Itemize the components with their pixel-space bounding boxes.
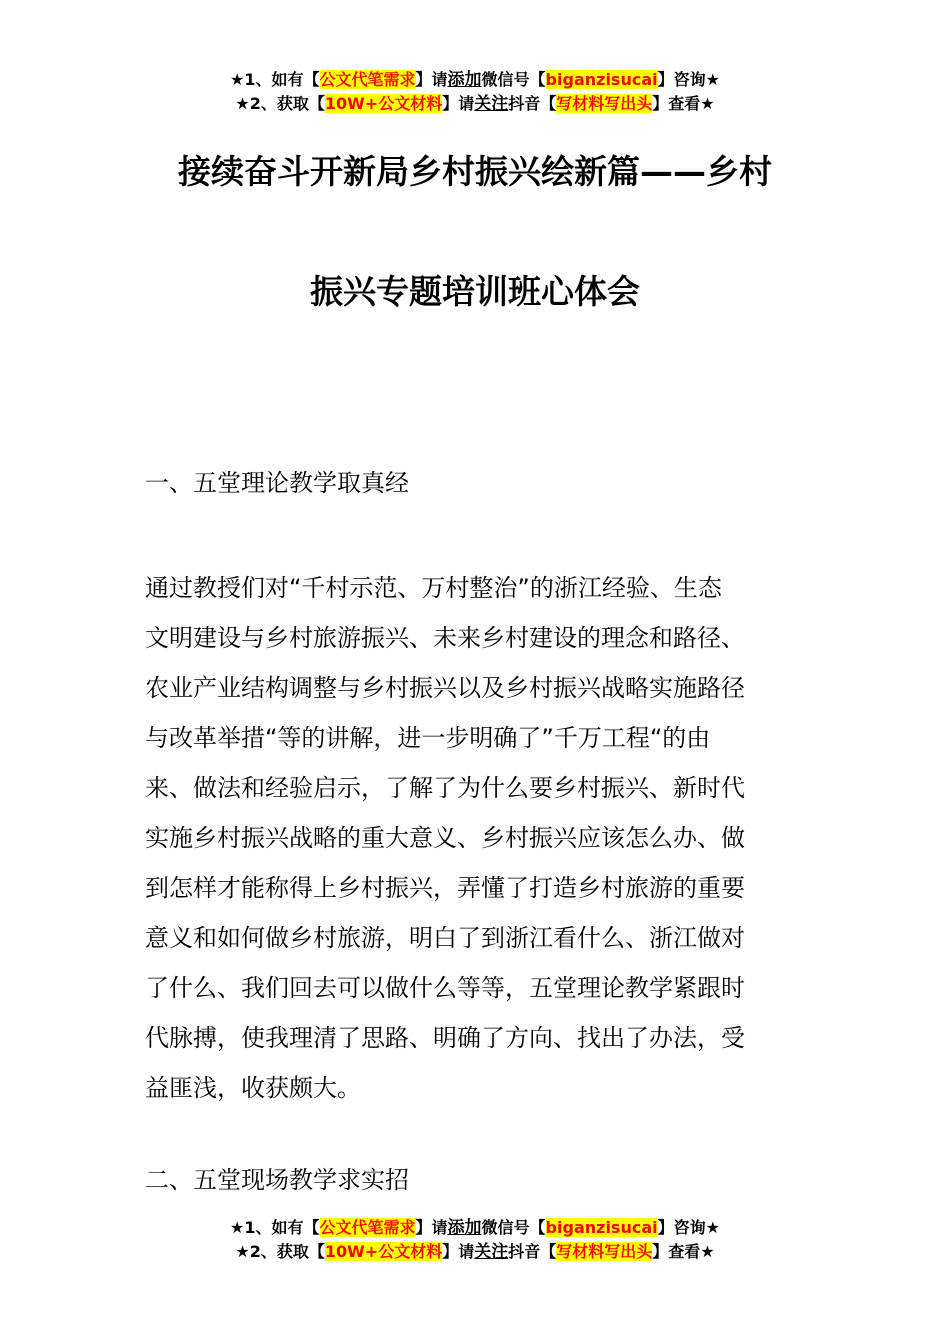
promo-underline: 关注 (474, 94, 509, 114)
promo-footer (0, 1216, 950, 1264)
promo-highlight: 10W+公文材料 (324, 94, 443, 113)
promo-text: 】咨询★ (657, 1218, 720, 1237)
promo-line-2 (0, 92, 950, 116)
promo-text: ★1、如有【 (230, 70, 320, 89)
promo-text: 】请 (415, 1218, 448, 1237)
promo-text: 】咨询★ (657, 70, 720, 89)
paragraph-line: 意义和如何做乡村旅游，明白了到浙江看什么、浙江做对 (145, 924, 745, 952)
promo-text: ★1、如有【 (230, 1218, 320, 1237)
section-heading-1: 一、五堂理论教学取真经 (145, 469, 409, 497)
paragraph-line: 到怎样才能称得上乡村振兴，弄懂了打造乡村旅游的重要 (145, 874, 745, 902)
section-1-paragraph (145, 563, 809, 1113)
promo-text: 】请 (442, 1242, 475, 1261)
promo-text: 】查看★ (652, 1242, 715, 1261)
promo-highlight: 写材料写出头 (556, 1242, 653, 1261)
promo-text: ★2、获取【 (235, 94, 325, 113)
paragraph-line: 实施乡村振兴战略的重大意义、乡村振兴应该怎么办、做 (145, 824, 745, 852)
paragraph-line: 农业产业结构调整与乡村振兴以及乡村振兴战略实施路径 (145, 674, 745, 702)
document-title-line-2: 振兴专题培训班心体会 (310, 272, 640, 311)
promo-text: ★2、获取【 (235, 1242, 325, 1261)
paragraph-line: 益匪浅，收获颇大。 (145, 1074, 361, 1102)
promo-highlight: biganzisucai (545, 70, 658, 89)
promo-text: 抖音【 (508, 94, 557, 113)
paragraph-line: 了什么、我们回去可以做什么等等，五堂理论教学紧跟时 (145, 974, 745, 1002)
paragraph-line: 来、做法和经验启示，了解了为什么要乡村振兴、新时代 (145, 774, 745, 802)
promo-text: 】请 (415, 70, 448, 89)
promo-highlight: 公文代笔需求 (319, 1218, 416, 1237)
paragraph-line: 代脉搏，使我理清了思路、明确了方向、找出了办法，受 (145, 1024, 745, 1052)
paragraph-line: 通过教授们对“千村示范、万村整治”的浙江经验、生态 (145, 574, 722, 602)
promo-underline: 添加 (447, 1218, 482, 1238)
promo-text: 】请 (442, 94, 475, 113)
paragraph-line: 文明建设与乡村旅游振兴、未来乡村建设的理念和路径、 (145, 624, 745, 652)
document-title-line-1: 接续奋斗开新局乡村振兴绘新篇——乡村 (178, 152, 772, 191)
section-heading-2: 二、五堂现场教学求实招 (145, 1166, 409, 1194)
promo-highlight: 写材料写出头 (556, 94, 653, 113)
promo-text: 】查看★ (652, 94, 715, 113)
promo-highlight: 公文代笔需求 (319, 70, 416, 89)
promo-text: 微信号【 (481, 70, 546, 89)
promo-underline: 添加 (447, 70, 482, 90)
promo-line-2 (0, 1240, 950, 1264)
promo-highlight: 10W+公文材料 (324, 1242, 443, 1261)
promo-highlight: biganzisucai (545, 1218, 658, 1237)
promo-header (0, 68, 950, 116)
promo-line-1 (0, 68, 950, 92)
promo-text: 微信号【 (481, 1218, 546, 1237)
promo-text: 抖音【 (508, 1242, 557, 1261)
paragraph-line: 与改革举措“等的讲解，进一步明确了”千万工程“的由 (145, 724, 711, 752)
promo-line-1 (0, 1216, 950, 1240)
promo-underline: 关注 (474, 1242, 509, 1262)
